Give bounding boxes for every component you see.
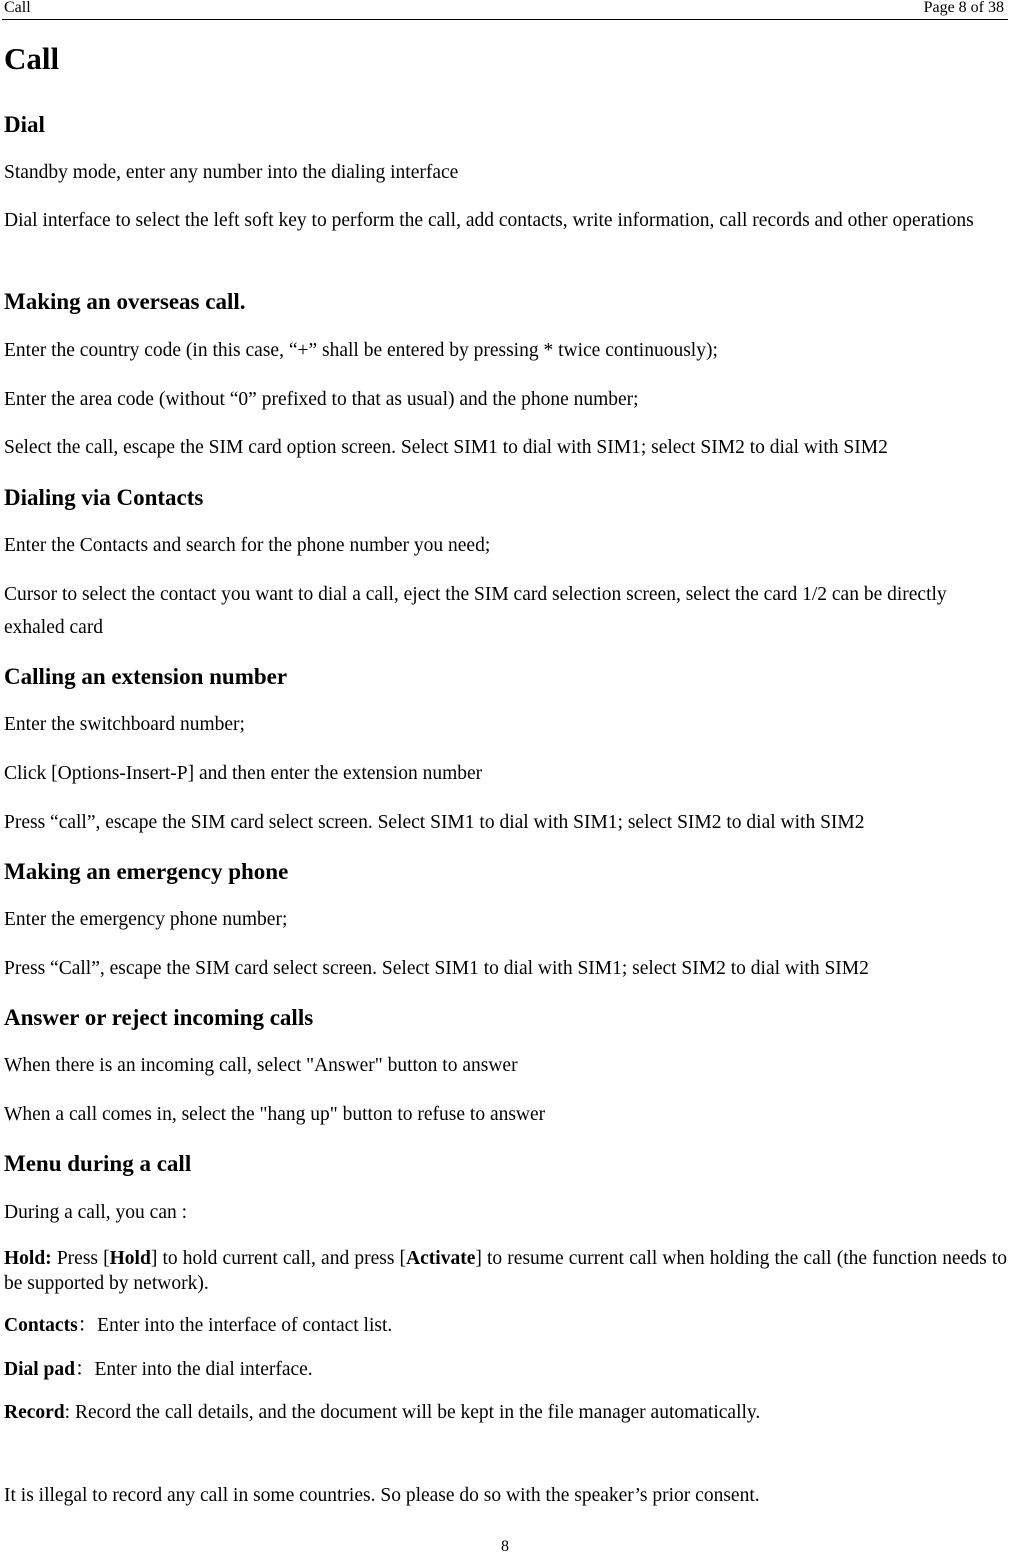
contacts-paragraph-2: Cursor to select the contact you want to dial a call, eject the SIM card selection screen, select the card 1/2 can be directly exhaled card: [4, 584, 947, 638]
heading-contacts: Dialing via Contacts: [4, 485, 204, 510]
menu-item-contacts: [4, 1315, 392, 1337]
answer-paragraph-2: When a call comes in, select the "hang up" button to refuse to answer: [4, 1104, 546, 1125]
menu-item-hold: [4, 1246, 1007, 1296]
heading-dial: Dial: [4, 112, 45, 137]
hold-label: Hold:: [4, 1248, 52, 1269]
hold-text-2: ] to hold current call, and press [: [150, 1248, 407, 1269]
hold-text-1: Press [: [51, 1248, 110, 1269]
running-header-section: Call: [4, 0, 31, 16]
emergency-paragraph-2: Press “Call”, escape the SIM card select screen. Select SIM1 to dial with SIM1; select SIM2 to dial with SIM2: [4, 958, 869, 979]
menu-paragraph-1: During a call, you can :: [4, 1202, 188, 1223]
running-header-page: Page 8 of 38: [923, 0, 1004, 16]
dial-paragraph-1: Standby mode, enter any number into the dialing interface: [4, 162, 459, 183]
hold-key: Hold: [109, 1248, 151, 1269]
overseas-paragraph-3: Select the call, escape the SIM card option screen. Select SIM1 to dial with SIM1; select SIM2 to dial with SIM2: [4, 437, 888, 458]
extension-paragraph-3: Press “call”, escape the SIM card select screen. Select SIM1 to dial with SIM1; select SIM2 to dial with SIM2: [4, 812, 865, 833]
record-text: : Record the call details, and the document will be kept in the file manager automatically.: [64, 1402, 761, 1423]
overseas-paragraph-2: Enter the area code (without “0” prefixed to that as usual) and the phone number;: [4, 389, 639, 410]
page-title: Call: [4, 41, 60, 76]
page-number: 8: [501, 1538, 509, 1555]
hold-text-3: ] to resume current call when holding the call (the function needs to be supported by network).: [4, 1248, 1007, 1294]
header-rule: [2, 19, 1008, 20]
extension-paragraph-2: Click [Options-Insert-P] and then enter the extension number: [4, 763, 483, 784]
activate-key: Activate: [406, 1248, 476, 1269]
dial-paragraph-2: Dial interface to select the left soft key to perform the call, add contacts, write information, call records and other operations: [4, 210, 974, 231]
answer-paragraph-1: When there is an incoming call, select "Answer" button to answer: [4, 1055, 518, 1076]
menu-item-dial-pad: [4, 1359, 313, 1381]
emergency-paragraph-1: Enter the emergency phone number;: [4, 909, 288, 930]
contacts-label: Contacts: [4, 1315, 78, 1336]
contacts-text: ：Enter into the interface of contact list.: [77, 1315, 393, 1336]
record-label: Record: [4, 1402, 65, 1423]
dial-pad-label: Dial pad: [4, 1359, 75, 1380]
dial-pad-text: ：Enter into the dial interface.: [74, 1359, 313, 1380]
overseas-paragraph-1: Enter the country code (in this case, “+” shall be entered by pressing * twice continuously);: [4, 340, 718, 361]
heading-overseas: Making an overseas call.: [4, 289, 246, 314]
heading-emergency: Making an emergency phone: [4, 859, 289, 884]
extension-paragraph-1: Enter the switchboard number;: [4, 714, 245, 735]
heading-extension: Calling an extension number: [4, 664, 288, 689]
contacts-paragraph-1: Enter the Contacts and search for the phone number you need;: [4, 535, 491, 556]
menu-item-record: [4, 1402, 760, 1424]
heading-answer: Answer or reject incoming calls: [4, 1005, 314, 1030]
heading-menu: Menu during a call: [4, 1151, 192, 1176]
record-legal-note: It is illegal to record any call in some countries. So please do so with the speaker’s prior consent.: [4, 1485, 760, 1506]
